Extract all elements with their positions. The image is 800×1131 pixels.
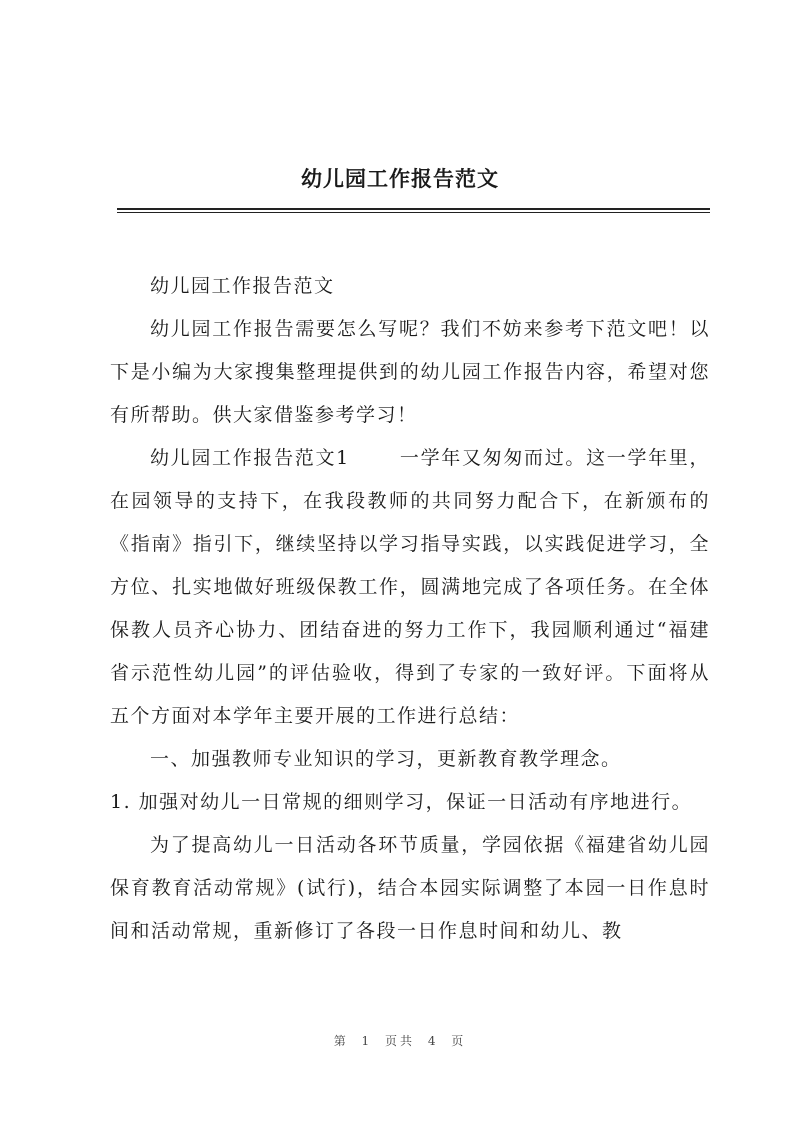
section-heading-1: 一、加强教师专业知识的学习，更新教育教学理念。 — [150, 748, 622, 770]
report-1-text: 一学年又匆匆而过。这一学年里，在园领导的支持下，在我段教师的共同努力配合下，在新颁布的《指南》指引下，继续坚持以学习指导实践，以实践促进学习，全方位、扎实地做好班级保教工作，圆满地完成了各项任务。在全体保教人员齐心协力、团结奋进的努力工作下，我园顺利通过“福建省示范性幼儿园”的评估验收，得到了专家的一致好评。下面将从五个方面对本学年主要开展的工作进行总结： — [110, 447, 710, 727]
page-footer: 第 1 页共 4 页 — [333, 1034, 467, 1048]
report-1-label: 幼儿园工作报告范文1 — [150, 447, 350, 469]
title-divider — [117, 208, 710, 213]
paragraph-heading: 幼儿园工作报告范文 — [150, 275, 335, 297]
paragraph-report-1 — [110, 437, 710, 738]
paragraph-intro: 幼儿园工作报告需要怎么写呢？我们不妨来参考下范文吧！以下是小编为大家搜集整理提供到的幼儿园工作报告内容，希望对您有所帮助。供大家借鉴参考学习！ — [110, 318, 710, 426]
paragraph-body: 为了提高幼儿一日活动各环节质量，学园依据《福建省幼儿园保育教育活动常规》(试行)，结合本园实际调整了本园一日作息时间和活动常规，重新修订了各段一日作息时间和幼儿、教 — [110, 834, 710, 942]
subsection-heading-1: 1. 加强对幼儿一日常规的细则学习，保证一日活动有序地进行。 — [110, 791, 693, 813]
document-body — [110, 265, 710, 953]
page-title: 幼儿园工作报告范文 — [301, 166, 499, 191]
